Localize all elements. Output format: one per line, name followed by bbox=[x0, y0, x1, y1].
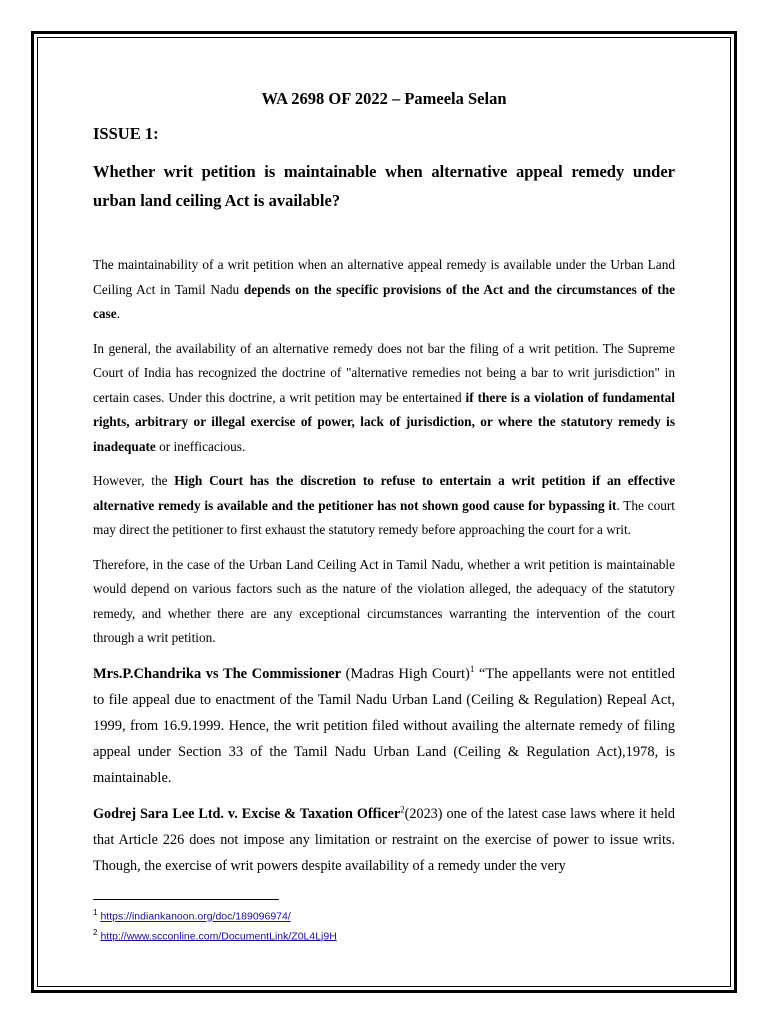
paragraph-3-text-b: . The court may direct the petitioner to first exhaust the statutory remedy before approaching the court for a writ. bbox=[93, 497, 675, 537]
issue-heading: ISSUE 1: bbox=[93, 124, 159, 143]
footnote-1-link[interactable]: https://indiankanoon.org/doc/189096974/ bbox=[100, 910, 291, 923]
paragraph-1 bbox=[93, 253, 675, 327]
paragraph-1-text-b: . bbox=[116, 306, 120, 321]
paragraph-4: Therefore, in the case of the Urban Land Ceiling Act in Tamil Nadu, whether a writ petition is maintainable would depend on various factors such as the nature of the violation alleged, the adequacy of the statutory remedy, and whether there are any exceptional circumstances warranting the intervention of the court through a writ petition. bbox=[93, 556, 675, 645]
footnote-1 bbox=[93, 905, 337, 925]
issue-question: Whether writ petition is maintainable when alternative appeal remedy under urban land ceiling Act is available? bbox=[93, 162, 675, 210]
case-1-name: Mrs.P.Chandrika vs The Commissioner bbox=[93, 665, 342, 682]
paragraph-2-text-a: In general, the availability of an alternative remedy does not bar the filing of a writ petition. The Supreme Court of India has recognized the doctrine of "alternative remedies not being a bar to writ jurisdiction" in certain cases. Under this doctrine, a writ petition may be entertained bbox=[93, 340, 675, 405]
footnotes bbox=[93, 905, 337, 944]
case-1-text: “The appellants were not entitled to file appeal due to enactment of the Tamil Nadu Urban Land (Ceiling & Regulation) Repeal Act, 1999, from 16.9.1999. Hence, the writ petition filed without availing the alternate remedy of filing appeal under Section 33 of the Tamil Nadu Urban Land (Ceiling & Regulation Act),1978, is maintainable. bbox=[93, 665, 676, 786]
case-2-name: Godrej Sara Lee Ltd. v. Excise & Taxation Officer bbox=[93, 805, 401, 822]
paragraph-2 bbox=[93, 337, 675, 460]
footnote-1-number: 1 bbox=[93, 908, 98, 917]
paragraph-3 bbox=[93, 469, 675, 543]
paragraph-3-bold: High Court has the discretion to refuse to entertain a writ petition if an effective alternative remedy is available and the petitioner has not shown good cause for bypassing it bbox=[93, 473, 675, 513]
paragraph-2-text-b: or inefficacious. bbox=[155, 438, 246, 454]
case-citation-2 bbox=[93, 801, 675, 879]
footnote-ref-1[interactable]: 1 bbox=[469, 663, 475, 674]
footnote-2-number: 2 bbox=[93, 927, 98, 937]
case-2-text: (2023) one of the latest case laws where it held that Article 226 does not impose any limitation or restraint on the exercise of power to issue writs. Though, the exercise of writ powers despite availability of a remedy under the very bbox=[93, 805, 675, 874]
paragraph-3-text-a: However, the bbox=[93, 473, 175, 488]
footnote-2 bbox=[93, 925, 337, 945]
footnote-divider bbox=[93, 899, 279, 900]
document-page bbox=[93, 82, 675, 879]
footnote-ref-2[interactable]: 2 bbox=[400, 803, 405, 814]
case-citation-1 bbox=[93, 661, 675, 791]
footnote-2-link[interactable]: http://www.scconline.com/DocumentLink/Z0L4Lj9H bbox=[100, 930, 337, 942]
document-title: WA 2698 OF 2022 – Pameela Selan bbox=[261, 89, 507, 108]
paragraph-2-bold: if there is a violation of fundamental rights, arbitrary or illegal exercise of power, lack of jurisdiction, or where the statutory remedy is inadequate bbox=[93, 389, 675, 454]
paragraph-1-text-a: The maintainability of a writ petition when an alternative appeal remedy is available under the Urban Land Ceiling Act in Tamil Nadu bbox=[93, 257, 675, 297]
case-1-court: (Madras High Court) bbox=[341, 665, 470, 682]
paragraph-1-bold: depends on the specific provisions of the Act and the circumstances of the case bbox=[93, 281, 675, 321]
